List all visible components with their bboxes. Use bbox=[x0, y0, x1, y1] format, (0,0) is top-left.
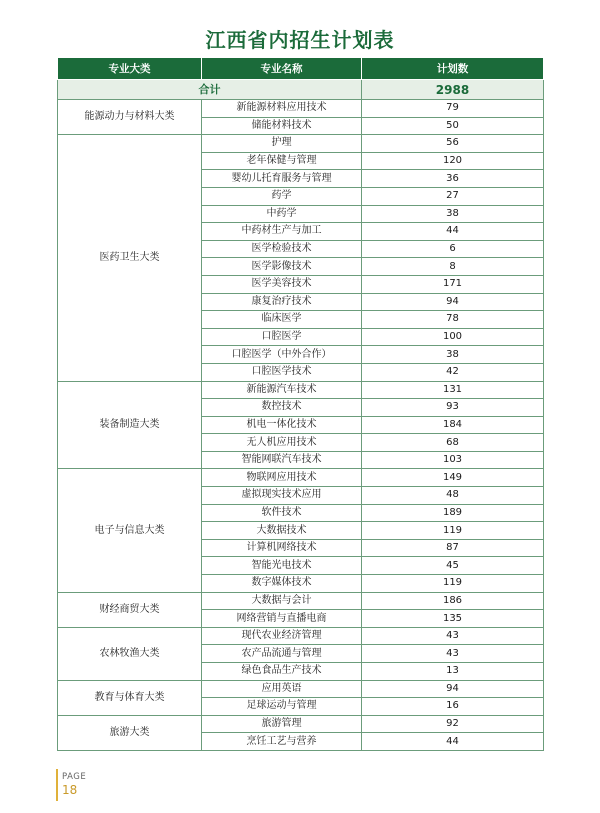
major-cell: 医学影像技术 bbox=[202, 258, 362, 276]
count-cell: 135 bbox=[362, 610, 544, 628]
major-cell: 护理 bbox=[202, 135, 362, 153]
count-cell: 94 bbox=[362, 293, 544, 311]
table-row bbox=[58, 469, 544, 487]
header-category: 专业大类 bbox=[58, 58, 202, 80]
table-row bbox=[58, 135, 544, 153]
major-cell: 农产品流通与管理 bbox=[202, 645, 362, 663]
major-cell: 新能源材料应用技术 bbox=[202, 100, 362, 118]
major-cell: 计算机网络技术 bbox=[202, 539, 362, 557]
table-header-row bbox=[58, 58, 544, 80]
major-cell: 中药学 bbox=[202, 205, 362, 223]
major-cell: 医学检验技术 bbox=[202, 240, 362, 258]
header-count: 计划数 bbox=[362, 58, 544, 80]
page-title: 江西省内招生计划表 bbox=[205, 28, 395, 52]
major-cell: 临床医学 bbox=[202, 311, 362, 329]
count-cell: 6 bbox=[362, 240, 544, 258]
major-cell: 口腔医学（中外合作） bbox=[202, 346, 362, 364]
category-cell: 财经商贸大类 bbox=[58, 592, 202, 627]
major-cell: 大数据与会计 bbox=[202, 592, 362, 610]
table-row bbox=[58, 592, 544, 610]
major-cell: 老年保健与管理 bbox=[202, 152, 362, 170]
table-row bbox=[58, 100, 544, 118]
count-cell: 120 bbox=[362, 152, 544, 170]
major-cell: 智能光电技术 bbox=[202, 557, 362, 575]
major-cell: 足球运动与管理 bbox=[202, 698, 362, 716]
category-cell: 旅游大类 bbox=[58, 715, 202, 750]
count-cell: 103 bbox=[362, 451, 544, 469]
major-cell: 无人机应用技术 bbox=[202, 434, 362, 452]
major-cell: 婴幼儿托育服务与管理 bbox=[202, 170, 362, 188]
count-cell: 43 bbox=[362, 627, 544, 645]
count-cell: 186 bbox=[362, 592, 544, 610]
enrollment-plan-table bbox=[57, 57, 544, 751]
major-cell: 新能源汽车技术 bbox=[202, 381, 362, 399]
page-marker bbox=[56, 769, 86, 801]
count-cell: 36 bbox=[362, 170, 544, 188]
count-cell: 48 bbox=[362, 487, 544, 505]
count-cell: 43 bbox=[362, 645, 544, 663]
total-value: 2988 bbox=[362, 80, 544, 100]
major-cell: 数字媒体技术 bbox=[202, 575, 362, 593]
count-cell: 27 bbox=[362, 187, 544, 205]
count-cell: 119 bbox=[362, 522, 544, 540]
count-cell: 68 bbox=[362, 434, 544, 452]
major-cell: 药学 bbox=[202, 187, 362, 205]
category-cell: 能源动力与材料大类 bbox=[58, 100, 202, 135]
count-cell: 42 bbox=[362, 363, 544, 381]
count-cell: 38 bbox=[362, 346, 544, 364]
count-cell: 171 bbox=[362, 275, 544, 293]
table-body bbox=[58, 80, 544, 751]
major-cell: 智能网联汽车技术 bbox=[202, 451, 362, 469]
major-cell: 虚拟现实技术应用 bbox=[202, 487, 362, 505]
major-cell: 现代农业经济管理 bbox=[202, 627, 362, 645]
count-cell: 184 bbox=[362, 416, 544, 434]
page-number: 18 bbox=[62, 783, 78, 797]
count-cell: 56 bbox=[362, 135, 544, 153]
count-cell: 189 bbox=[362, 504, 544, 522]
table-row bbox=[58, 715, 544, 733]
category-cell: 电子与信息大类 bbox=[58, 469, 202, 592]
count-cell: 8 bbox=[362, 258, 544, 276]
count-cell: 131 bbox=[362, 381, 544, 399]
count-cell: 87 bbox=[362, 539, 544, 557]
major-cell: 储能材料技术 bbox=[202, 117, 362, 135]
table-row bbox=[58, 381, 544, 399]
major-cell: 软件技术 bbox=[202, 504, 362, 522]
count-cell: 119 bbox=[362, 575, 544, 593]
count-cell: 38 bbox=[362, 205, 544, 223]
count-cell: 50 bbox=[362, 117, 544, 135]
category-cell: 装备制造大类 bbox=[58, 381, 202, 469]
major-cell: 医学美容技术 bbox=[202, 275, 362, 293]
count-cell: 44 bbox=[362, 733, 544, 751]
major-cell: 数控技术 bbox=[202, 399, 362, 417]
header-major: 专业名称 bbox=[202, 58, 362, 80]
count-cell: 149 bbox=[362, 469, 544, 487]
major-cell: 网络营销与直播电商 bbox=[202, 610, 362, 628]
count-cell: 16 bbox=[362, 698, 544, 716]
table-row bbox=[58, 680, 544, 698]
total-row bbox=[58, 80, 544, 100]
count-cell: 78 bbox=[362, 311, 544, 329]
category-cell: 教育与体育大类 bbox=[58, 680, 202, 715]
count-cell: 44 bbox=[362, 223, 544, 241]
count-cell: 100 bbox=[362, 328, 544, 346]
major-cell: 口腔医学 bbox=[202, 328, 362, 346]
major-cell: 中药材生产与加工 bbox=[202, 223, 362, 241]
page-label: PAGE bbox=[62, 772, 87, 782]
major-cell: 物联网应用技术 bbox=[202, 469, 362, 487]
major-cell: 应用英语 bbox=[202, 680, 362, 698]
category-cell: 医药卫生大类 bbox=[58, 135, 202, 381]
count-cell: 92 bbox=[362, 715, 544, 733]
major-cell: 康复治疗技术 bbox=[202, 293, 362, 311]
count-cell: 79 bbox=[362, 100, 544, 118]
table-row bbox=[58, 627, 544, 645]
count-cell: 45 bbox=[362, 557, 544, 575]
major-cell: 大数据技术 bbox=[202, 522, 362, 540]
category-cell: 农林牧渔大类 bbox=[58, 627, 202, 680]
major-cell: 口腔医学技术 bbox=[202, 363, 362, 381]
count-cell: 94 bbox=[362, 680, 544, 698]
major-cell: 机电一体化技术 bbox=[202, 416, 362, 434]
major-cell: 绿色食品生产技术 bbox=[202, 663, 362, 681]
count-cell: 13 bbox=[362, 663, 544, 681]
major-cell: 旅游管理 bbox=[202, 715, 362, 733]
major-cell: 烹饪工艺与营养 bbox=[202, 733, 362, 751]
total-label: 合计 bbox=[58, 80, 362, 100]
count-cell: 93 bbox=[362, 399, 544, 417]
